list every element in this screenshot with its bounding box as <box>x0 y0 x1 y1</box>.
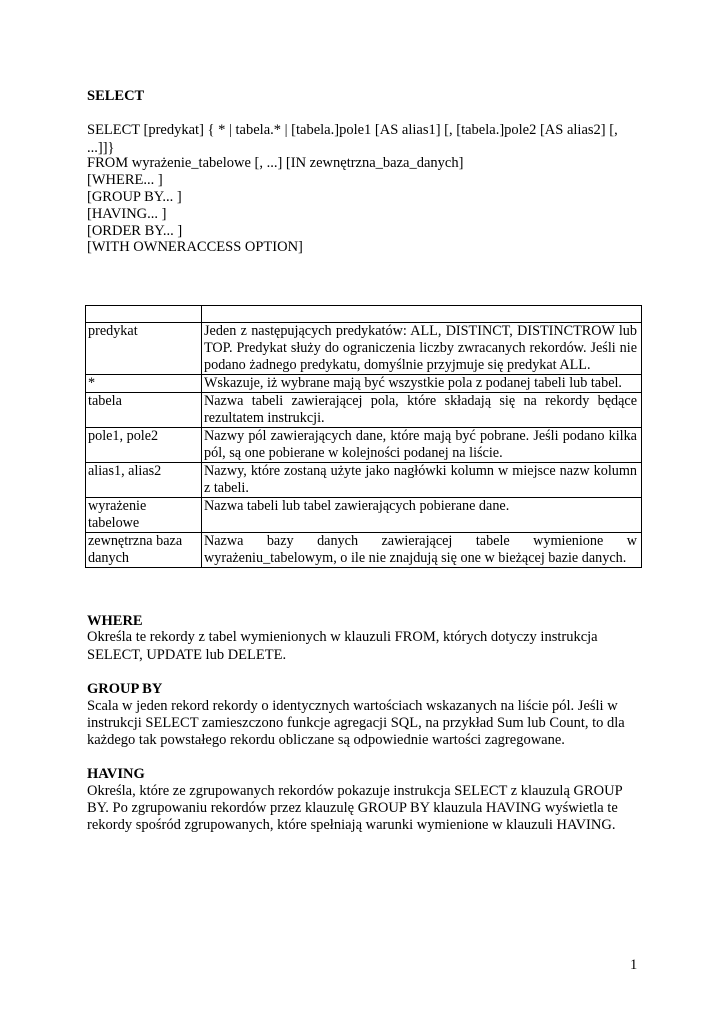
having-text-line: rekordy spośród zgrupowanych, które spełniają warunki wymienione w klauzuli HAVING. <box>87 817 616 833</box>
groupby-text-line: Scala w jeden rekord rekordy o identycznych wartościach wskazanych na liście pól. Jeśli w <box>87 698 618 714</box>
term-cell: pole1, pole2 <box>86 428 202 463</box>
description-cell: Nazwy, które zostaną użyte jako nagłówki kolumn w miejsce nazw kolumn z tabeli. <box>202 463 642 498</box>
term-cell: tabela <box>86 393 202 428</box>
description-cell: Nazwy pól zawierających dane, które mają być pobrane. Jeśli podano kilka pól, są one pobierane w kolejności podanej na liście. <box>202 428 642 463</box>
description-cell: Jeden z następujących predykatów: ALL, DISTINCT, DISTINCTROW lub TOP. Predykat służy do ograniczenia liczby zwracanych rekordów. Jeśli nie podano żadnego predykatu, domyślnie przyjmuje się predykat ALL. <box>202 323 642 375</box>
select-syntax-line: [GROUP BY... ] <box>87 189 182 205</box>
description-cell <box>202 306 642 323</box>
term-cell: wyrażenie tabelowe <box>86 498 202 533</box>
select-syntax-line: [HAVING... ] <box>87 206 167 222</box>
select-syntax-line: FROM wyrażenie_tabelowe [, ...] [IN zewnętrzna_baza_danych] <box>87 155 464 171</box>
select-syntax-line: [WHERE... ] <box>87 172 163 188</box>
where-heading: WHERE <box>87 613 143 629</box>
description-cell: Nazwa bazy danych zawierającej tabele wymienione w wyrażeniu_tabelowym, o ile nie znajdują się one w bieżącej bazie danych. <box>202 533 642 568</box>
table-row <box>86 533 642 568</box>
term-cell <box>86 306 202 323</box>
select-syntax-line: SELECT [predykat] { * | tabela.* | [tabela.]pole1 [AS alias1] [, [tabela.]pole2 [AS alias2] [, <box>87 122 618 138</box>
where-text-line: Określa te rekordy z tabel wymienionych w klauzuli FROM, których dotyczy instrukcja <box>87 629 598 645</box>
select-syntax-line: [WITH OWNERACCESS OPTION] <box>87 239 303 255</box>
argument-table <box>85 305 642 568</box>
table-row <box>86 375 642 393</box>
select-syntax-line: [ORDER BY... ] <box>87 223 183 239</box>
page-number: 1 <box>630 957 638 973</box>
table-row <box>86 323 642 375</box>
groupby-text-line: instrukcji SELECT zamieszczono funkcje agregacji SQL, na przykład Sum lub Count, to dla <box>87 715 625 731</box>
description-cell: Wskazuje, iż wybrane mają być wszystkie pola z podanej tabeli lub tabel. <box>202 375 642 393</box>
term-cell: * <box>86 375 202 393</box>
description-cell: Nazwa tabeli zawierającej pola, które składają się na rekordy będące rezultatem instrukcji. <box>202 393 642 428</box>
select-syntax-line: ...]]} <box>87 140 115 156</box>
where-text-line: SELECT, UPDATE lub DELETE. <box>87 647 287 663</box>
groupby-heading: GROUP BY <box>87 681 163 697</box>
term-cell: predykat <box>86 323 202 375</box>
having-text-line: Określa, które ze zgrupowanych rekordów pokazuje instrukcja SELECT z klauzulą GROUP <box>87 783 623 799</box>
having-text-line: BY. Po zgrupowaniu rekordów przez klauzulę GROUP BY klauzula HAVING wyświetla te <box>87 800 618 816</box>
description-cell: Nazwa tabeli lub tabel zawierających pobierane dane. <box>202 498 642 533</box>
table-row <box>86 498 642 533</box>
term-cell: zewnętrzna baza danych <box>86 533 202 568</box>
table-row <box>86 393 642 428</box>
table-row <box>86 463 642 498</box>
select-heading: SELECT <box>87 88 145 104</box>
groupby-text-line: każdego tak powstałego rekordu obliczane są odpowiednie wartości zagregowane. <box>87 732 565 748</box>
having-heading: HAVING <box>87 766 145 782</box>
term-cell: alias1, alias2 <box>86 463 202 498</box>
table-row <box>86 428 642 463</box>
table-row <box>86 306 642 323</box>
